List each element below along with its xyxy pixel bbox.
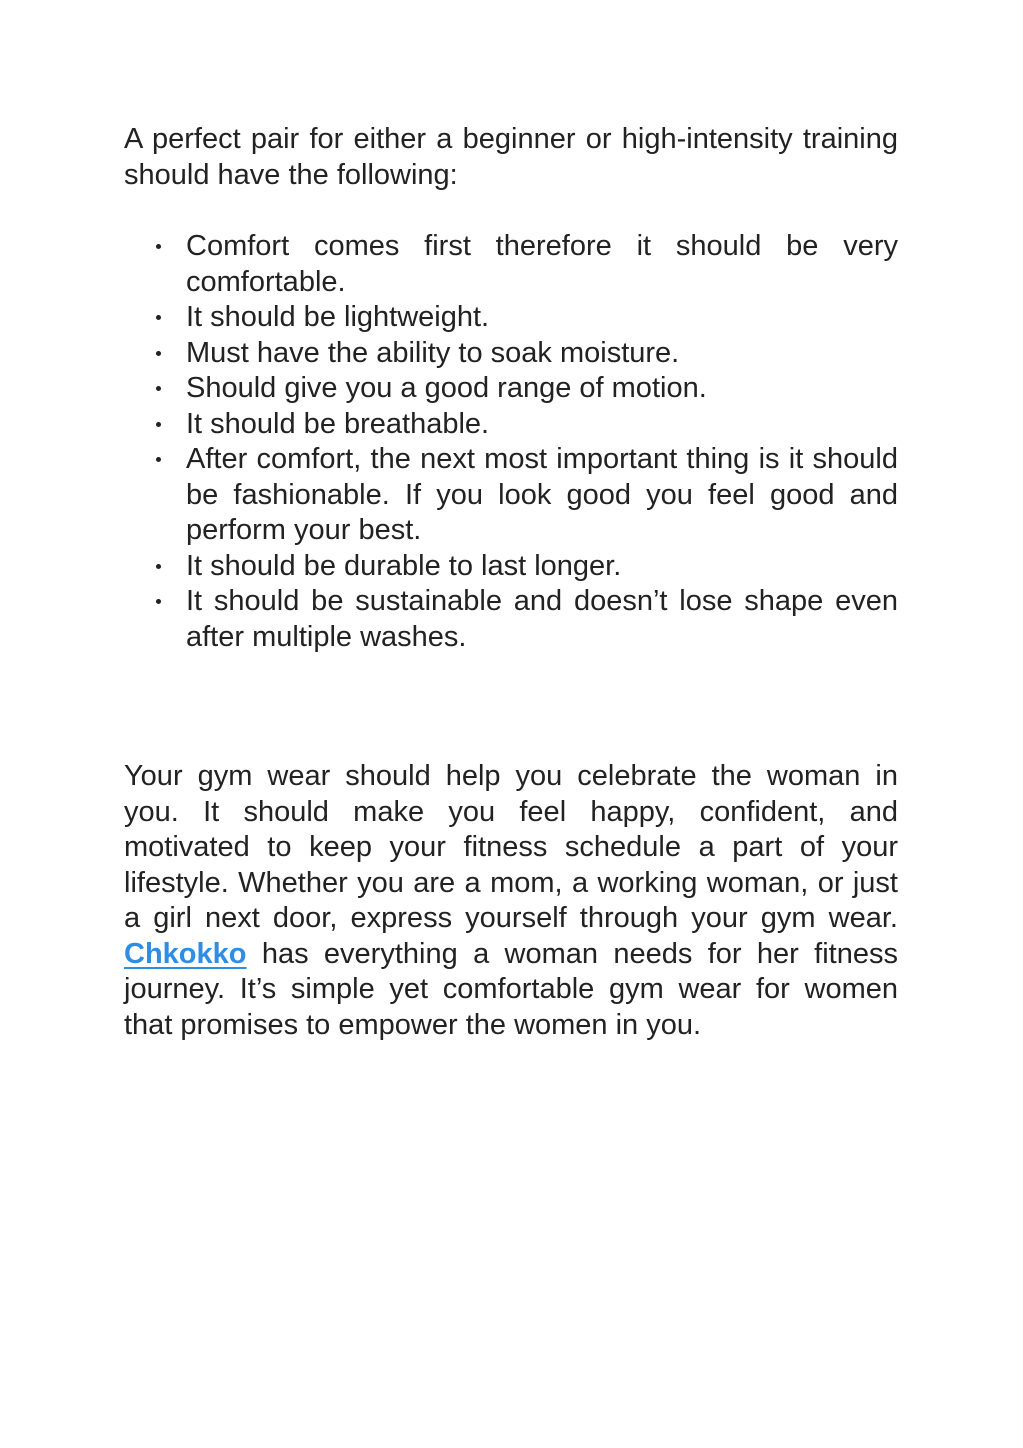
bullet-icon [156, 457, 161, 462]
brand-link[interactable]: Chkokko [124, 937, 247, 970]
list-item-text: It should be lightweight. [186, 301, 490, 333]
bullet-icon [156, 244, 161, 249]
list-item-text: Must have the ability to soak moisture. [186, 336, 680, 369]
list-item-text: Comfort comes first therefore it should be very comfortable. [186, 230, 898, 298]
bullet-icon [156, 351, 161, 356]
bullet-icon [156, 315, 161, 320]
bullet-icon [156, 599, 161, 604]
bullet-icon [156, 422, 161, 427]
closing-text-start: Your gym wear should help you celebrate the woman in you. It should make you feel happy, confident, and motivated to keep your fitness schedule a part of your lifestyle. Whether you are a mom, a working woman, or just a girl next door, express yourself through your gym wear. [124, 760, 898, 934]
requirements-list [124, 229, 898, 655]
list-item [124, 300, 898, 336]
list-item-text: It should be breathable. [186, 407, 490, 440]
list-item [124, 407, 898, 443]
list-item [124, 371, 898, 407]
list-item [124, 549, 898, 585]
list-item [124, 584, 898, 655]
bullet-icon [156, 386, 161, 391]
list-item-text: Should give you a good range of motion. [186, 372, 707, 404]
document-page [124, 122, 898, 1043]
closing-paragraph [124, 759, 898, 1043]
list-item-text: It should be sustainable and doesn’t lose shape even after multiple washes. [186, 585, 898, 653]
list-item-text: After comfort, the next most important thing is it should be fashionable. If you look good you feel good and perform your best. [186, 443, 898, 546]
closing-text-end: has everything a woman needs for her fitness journey. It’s simple yet comfortable gym wear for women that promises to empower the women in you. [124, 937, 898, 1041]
list-item [124, 336, 898, 372]
intro-paragraph: A perfect pair for either a beginner or high-intensity training should have the following: [124, 123, 898, 191]
list-item-text: It should be durable to last longer. [186, 549, 622, 582]
list-item [124, 442, 898, 549]
bullet-icon [156, 564, 161, 569]
list-item [124, 229, 898, 300]
